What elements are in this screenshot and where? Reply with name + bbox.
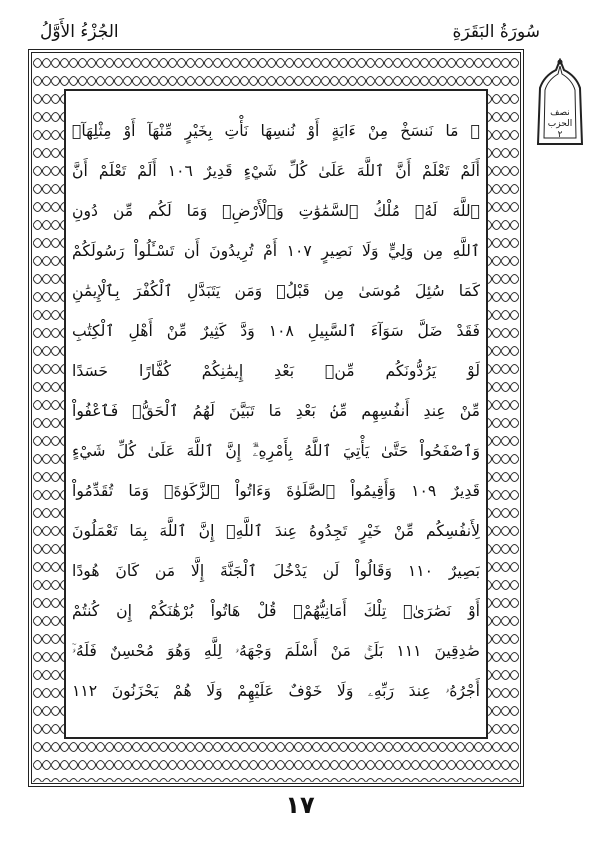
verse-line: ٱللَّهَ لَهُۥ مُلْكُ ٱلسَّمَٰوَٰتِ وَٱلْأَرْضِۗ وَمَا لَكُم مِّن دُونِ (72, 202, 480, 220)
verse-line: أَوْ نَصَٰرَىٰۗ تِلْكَ أَمَانِيُّهُمْۗ قُلْ هَاتُواْ بُرْهَٰنَكُمْ إِن كُنتُمْ (72, 602, 480, 620)
verse-line: كَمَا سُئِلَ مُوسَىٰ مِن قَبْلُۗ وَمَن يَتَبَدَّلِ ٱلْكُفْرَ بِٱلْإِيمَٰنِ (72, 282, 480, 300)
hizb-label (532, 108, 588, 141)
verse-line: مِّنْ عِندِ أَنفُسِهِم مِّنۢ بَعْدِ مَا تَبَيَّنَ لَهُمُ ٱلْحَقُّۖ فَٱعْفُواْ (72, 402, 480, 420)
page-header (40, 22, 540, 52)
verse-line: بَصِيرٌ ١١٠ وَقَالُواْ لَن يَدْخُلَ ٱلْجَنَّةَ إِلَّا مَن كَانَ هُودًا (72, 562, 480, 580)
verse-line: لَوْ يَرُدُّونَكُم مِّنۢ بَعْدِ إِيمَٰنِكُمْ كُفَّارًا حَسَدًا (72, 362, 480, 380)
page-number: ١٧ (285, 791, 315, 819)
quran-text-panel (64, 89, 488, 739)
juz-title: الجُزْءُ الأَوَّلُ (40, 22, 119, 42)
hizb-line-2: الحزب (547, 119, 573, 129)
verse-line: لِأَنفُسِكُم مِّنْ خَيْرٍ تَجِدُوهُ عِندَ ٱللَّهِۗ إِنَّ ٱللَّهَ بِمَا تَعْمَلُونَ (72, 522, 480, 540)
hizb-line-1: نصف (550, 108, 570, 118)
verse-line: أَجْرُهُۥ عِندَ رَبِّهِۦ وَلَا خَوْفٌ عَلَيْهِمْ وَلَا هُمْ يَحْزَنُونَ ١١٢ (72, 682, 480, 700)
verse-line: أَلَمْ تَعْلَمْ أَنَّ ٱللَّهَ عَلَىٰ كُلِّ شَيْءٍ قَدِيرٌ ١٠٦ أَلَمْ تَعْلَمْ أَنَّ (72, 162, 480, 180)
verse-line: فَقَدْ ضَلَّ سَوَآءَ ٱلسَّبِيلِ ١٠٨ وَدَّ كَثِيرٌ مِّنْ أَهْلِ ٱلْكِتَٰبِ (72, 322, 480, 340)
verse-line: ۞ مَا نَنسَخْ مِنْ ءَايَةٍ أَوْ نُنسِهَا نَأْتِ بِخَيْرٍ مِّنْهَآ أَوْ مِثْلِهَآۗ (72, 122, 480, 140)
hizb-line-3: ٢ (557, 130, 563, 140)
verse-line: صَٰدِقِينَ ١١١ بَلَىٰۚ مَنْ أَسْلَمَ وَجْهَهُۥ لِلَّهِ وَهُوَ مُحْسِنٌ فَلَهُۥٓ (72, 642, 480, 660)
surah-title: سُورَةُ البَقَرَةِ (452, 22, 540, 42)
verse-line: وَٱصْفَحُواْ حَتَّىٰ يَأْتِيَ ٱللَّهُ بِأَمْرِهِۦٓۗ إِنَّ ٱللَّهَ عَلَىٰ كُلِّ شَيْءٍ (72, 442, 480, 460)
verse-line: ٱللَّهِ مِن وَلِيٍّ وَلَا نَصِيرٍ ١٠٧ أَمْ تُرِيدُونَ أَن تَسْـَٔلُواْ رَسُولَكُمْ (72, 242, 480, 260)
verse-line: قَدِيرٌ ١٠٩ وَأَقِيمُواْ ٱلصَّلَوٰةَ وَءَاتُواْ ٱلزَّكَوٰةَۚ وَمَا تُقَدِّمُواْ (72, 482, 480, 500)
